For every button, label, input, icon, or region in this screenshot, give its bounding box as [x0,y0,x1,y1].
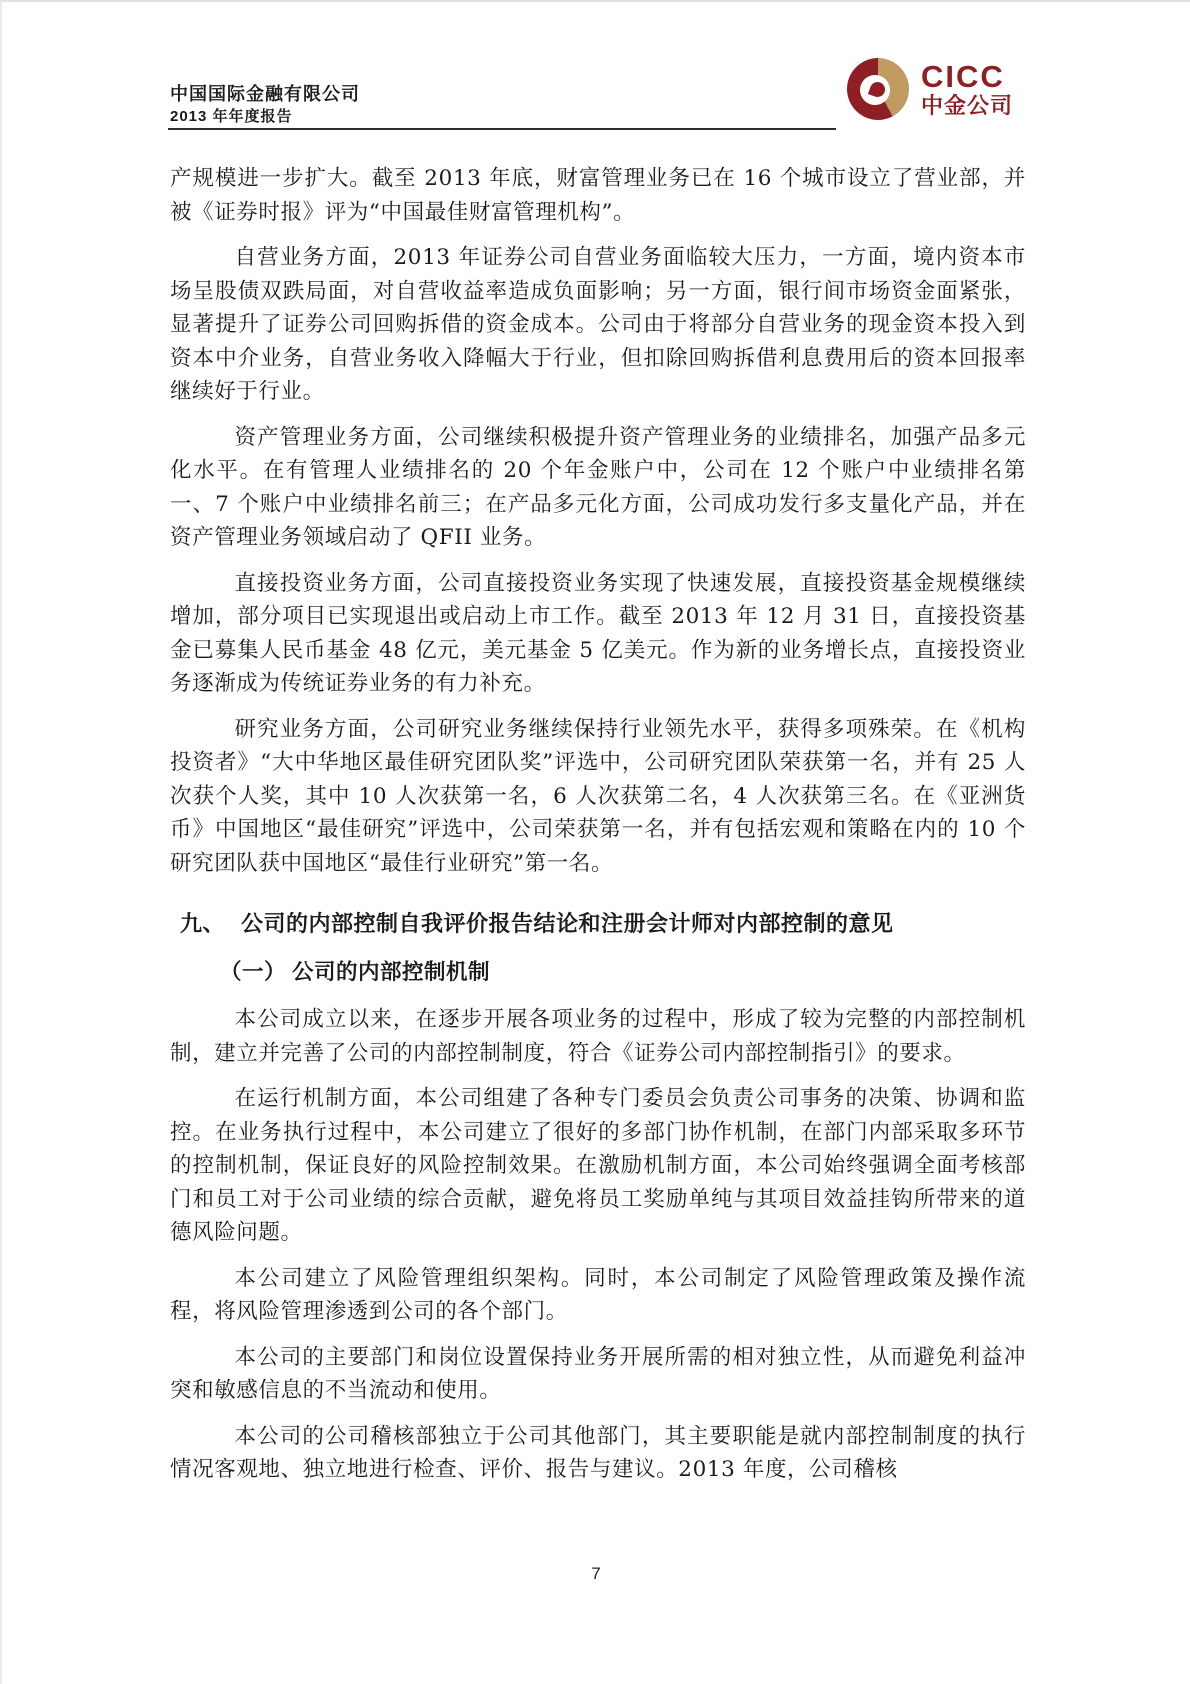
paragraph: 自营业务方面，2013 年证券公司自营业务面临较大压力，一方面，境内资本市场呈股债双跌局面，对自营收益率造成负面影响；另一方面，银行间市场资金面紧张，显著提升了证券公司回购拆借的资金成本。公司由于将部分自营业务的现金资本投入到资本中介业务，自营业务收入降幅大于行业，但扣除回购拆借利息费用后的资本回报率继续好于行业。 [170,245,1026,404]
subsection-title: 公司的内部控制机制 [292,960,491,985]
section-number: 九、 [180,911,226,937]
page-header [170,82,360,128]
logo-text [921,61,1013,117]
cicc-logo-icon [847,58,909,120]
header-divider [168,128,836,130]
document-body [170,162,1026,1499]
section-heading [180,908,1026,941]
paragraph: 本公司成立以来，在逐步开展各项业务的过程中，形成了较为完整的内部控制机制，建立并完善了公司的内部控制制度，符合《证券公司内部控制指引》的要求。 [170,1007,1026,1066]
company-name: 中国国际金融有限公司 [170,84,360,104]
page-number: 7 [591,1564,601,1583]
report-title: 2013 年年度报告 [170,108,293,125]
paragraph: 直接投资业务方面，公司直接投资业务实现了快速发展，直接投资基金规模继续增加，部分项目已实现退出或启动上市工作。截至 2013 年 12 月 31 日，直接投资基金已募集人民币基金 48 亿元，美元基金 5 亿美元。作为新的业务增长点，直接投资业务逐渐成为传统证券业务的有力补充。 [170,570,1026,696]
paragraph: 资产管理业务方面，公司继续积极提升资产管理业务的业绩排名，加强产品多元化水平。在有管理人业绩排名的 20 个年金账户中，公司在 12 个账户中业绩排名第一、7 个账户中业绩排名前三；在产品多元化方面，公司成功发行多支量化产品，并在资产管理业务领域启动了 QFII 业务。 [170,424,1026,550]
subsection-heading [220,956,1026,989]
paragraph: 本公司建立了风险管理组织架构。同时，本公司制定了风险管理政策及操作流程，将风险管理渗透到公司的各个部门。 [170,1265,1026,1324]
paragraph: 本公司的公司稽核部独立于公司其他部门，其主要职能是就内部控制制度的执行情况客观地、独立地进行检查、评价、报告与建议。2013 年度，公司稽核 [170,1423,1026,1482]
subsection-number: （一） [220,960,287,985]
paragraph: 本公司的主要部门和岗位设置保持业务开展所需的相对独立性，从而避免利益冲突和敏感信息的不当流动和使用。 [170,1344,1026,1403]
brand-name-cn: 中金公司 [921,93,1014,118]
paragraph: 研究业务方面，公司研究业务继续保持行业领先水平，获得多项殊荣。在《机构投资者》“大中华地区最佳研究团队奖”评选中，公司研究团队荣获第一名，并有 25 人次获个人奖，其中 10 人次获第一名，6 人次获第二名，4 人次获第三名。在《亚洲货币》中国地区“最佳研究”评选中，公司荣获第一名，并有包括宏观和策略在内的 10 个研究团队获中国地区“最佳行业研究”第一名。 [170,716,1026,876]
paragraph: 在运行机制方面，本公司组建了各种专门委员会负责公司事务的决策、协调和监控。在业务执行过程中，本公司建立了很好的多部门协作机制，在部门内部采取多环节的控制机制，保证良好的风险控制效果。在激励机制方面，本公司始终强调全面考核部门和员工对于公司业绩的综合贡献，避免将员工奖励单纯与其项目效益挂钩所带来的道德风险问题。 [170,1086,1026,1245]
cicc-logo [847,58,1013,120]
paragraph: 产规模进一步扩大。截至 2013 年底，财富管理业务已在 16 个城市设立了营业部，并被《证券时报》评为“中国最佳财富管理机构”。 [170,166,1026,225]
section-title: 公司的内部控制自我评价报告结论和注册会计师对内部控制的意见 [241,911,894,937]
brand-name-en: CICC [921,59,1005,94]
